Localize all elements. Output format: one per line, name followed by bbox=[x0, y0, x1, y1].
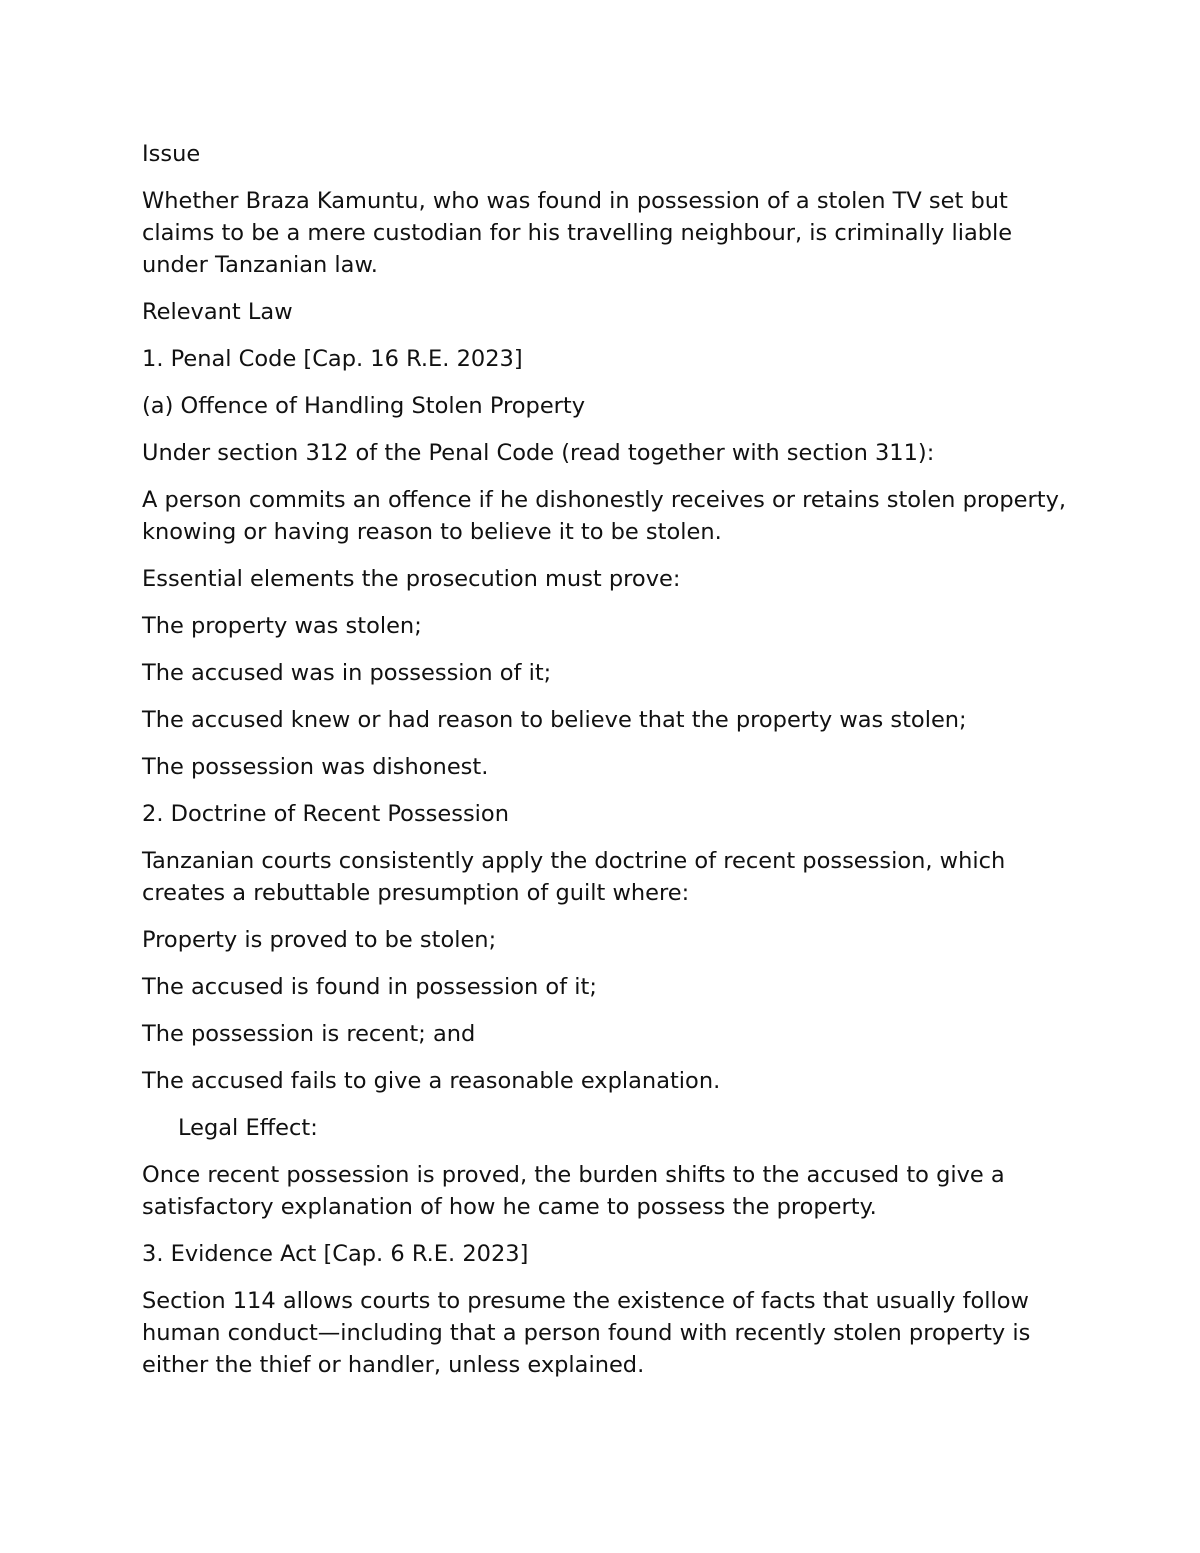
offence-subheading: (a) Offence of Handling Stolen Property bbox=[142, 393, 586, 419]
essential-elements-heading: Essential elements the prosecution must prove: bbox=[142, 566, 681, 592]
section-114-text: Section 114 allows courts to presume the existence of facts that usually follow human conduct—including that a person found with recently stolen property is either the thief or handler, unless explained. bbox=[142, 1288, 1031, 1378]
presumption-item: Property is proved to be stolen; bbox=[142, 927, 497, 953]
issue-heading: Issue bbox=[142, 141, 201, 167]
legal-effect-heading: Legal Effect: bbox=[178, 1115, 318, 1141]
element-item: The possession was dishonest. bbox=[142, 754, 489, 780]
relevant-law-heading: Relevant Law bbox=[142, 299, 293, 325]
recent-possession-intro: Tanzanian courts consistently apply the doctrine of recent possession, which creates a rebuttable presumption of guilt where: bbox=[142, 848, 1006, 906]
recent-possession-heading: 2. Doctrine of Recent Possession bbox=[142, 801, 509, 827]
section-312-intro: Under section 312 of the Penal Code (read together with section 311): bbox=[142, 440, 935, 466]
legal-effect-text: Once recent possession is proved, the burden shifts to the accused to give a satisfactory explanation of how he came to possess the property. bbox=[142, 1162, 1005, 1220]
element-item: The accused was in possession of it; bbox=[142, 660, 552, 686]
presumption-item: The possession is recent; and bbox=[142, 1021, 476, 1047]
element-item: The property was stolen; bbox=[142, 613, 422, 639]
penal-code-heading: 1. Penal Code [Cap. 16 R.E. 2023] bbox=[142, 346, 523, 372]
presumption-item: The accused is found in possession of it; bbox=[142, 974, 597, 1000]
evidence-act-heading: 3. Evidence Act [Cap. 6 R.E. 2023] bbox=[142, 1241, 529, 1267]
presumption-item: The accused fails to give a reasonable explanation. bbox=[142, 1068, 721, 1094]
issue-text: Whether Braza Kamuntu, who was found in possession of a stolen TV set but claims to be a mere custodian for his travelling neighbour, is criminally liable under Tanzanian law. bbox=[142, 188, 1013, 278]
offence-definition: A person commits an offence if he dishonestly receives or retains stolen property, knowing or having reason to believe it to be stolen. bbox=[142, 487, 1067, 545]
element-item: The accused knew or had reason to believe that the property was stolen; bbox=[142, 707, 967, 733]
document-body bbox=[142, 138, 1072, 1396]
